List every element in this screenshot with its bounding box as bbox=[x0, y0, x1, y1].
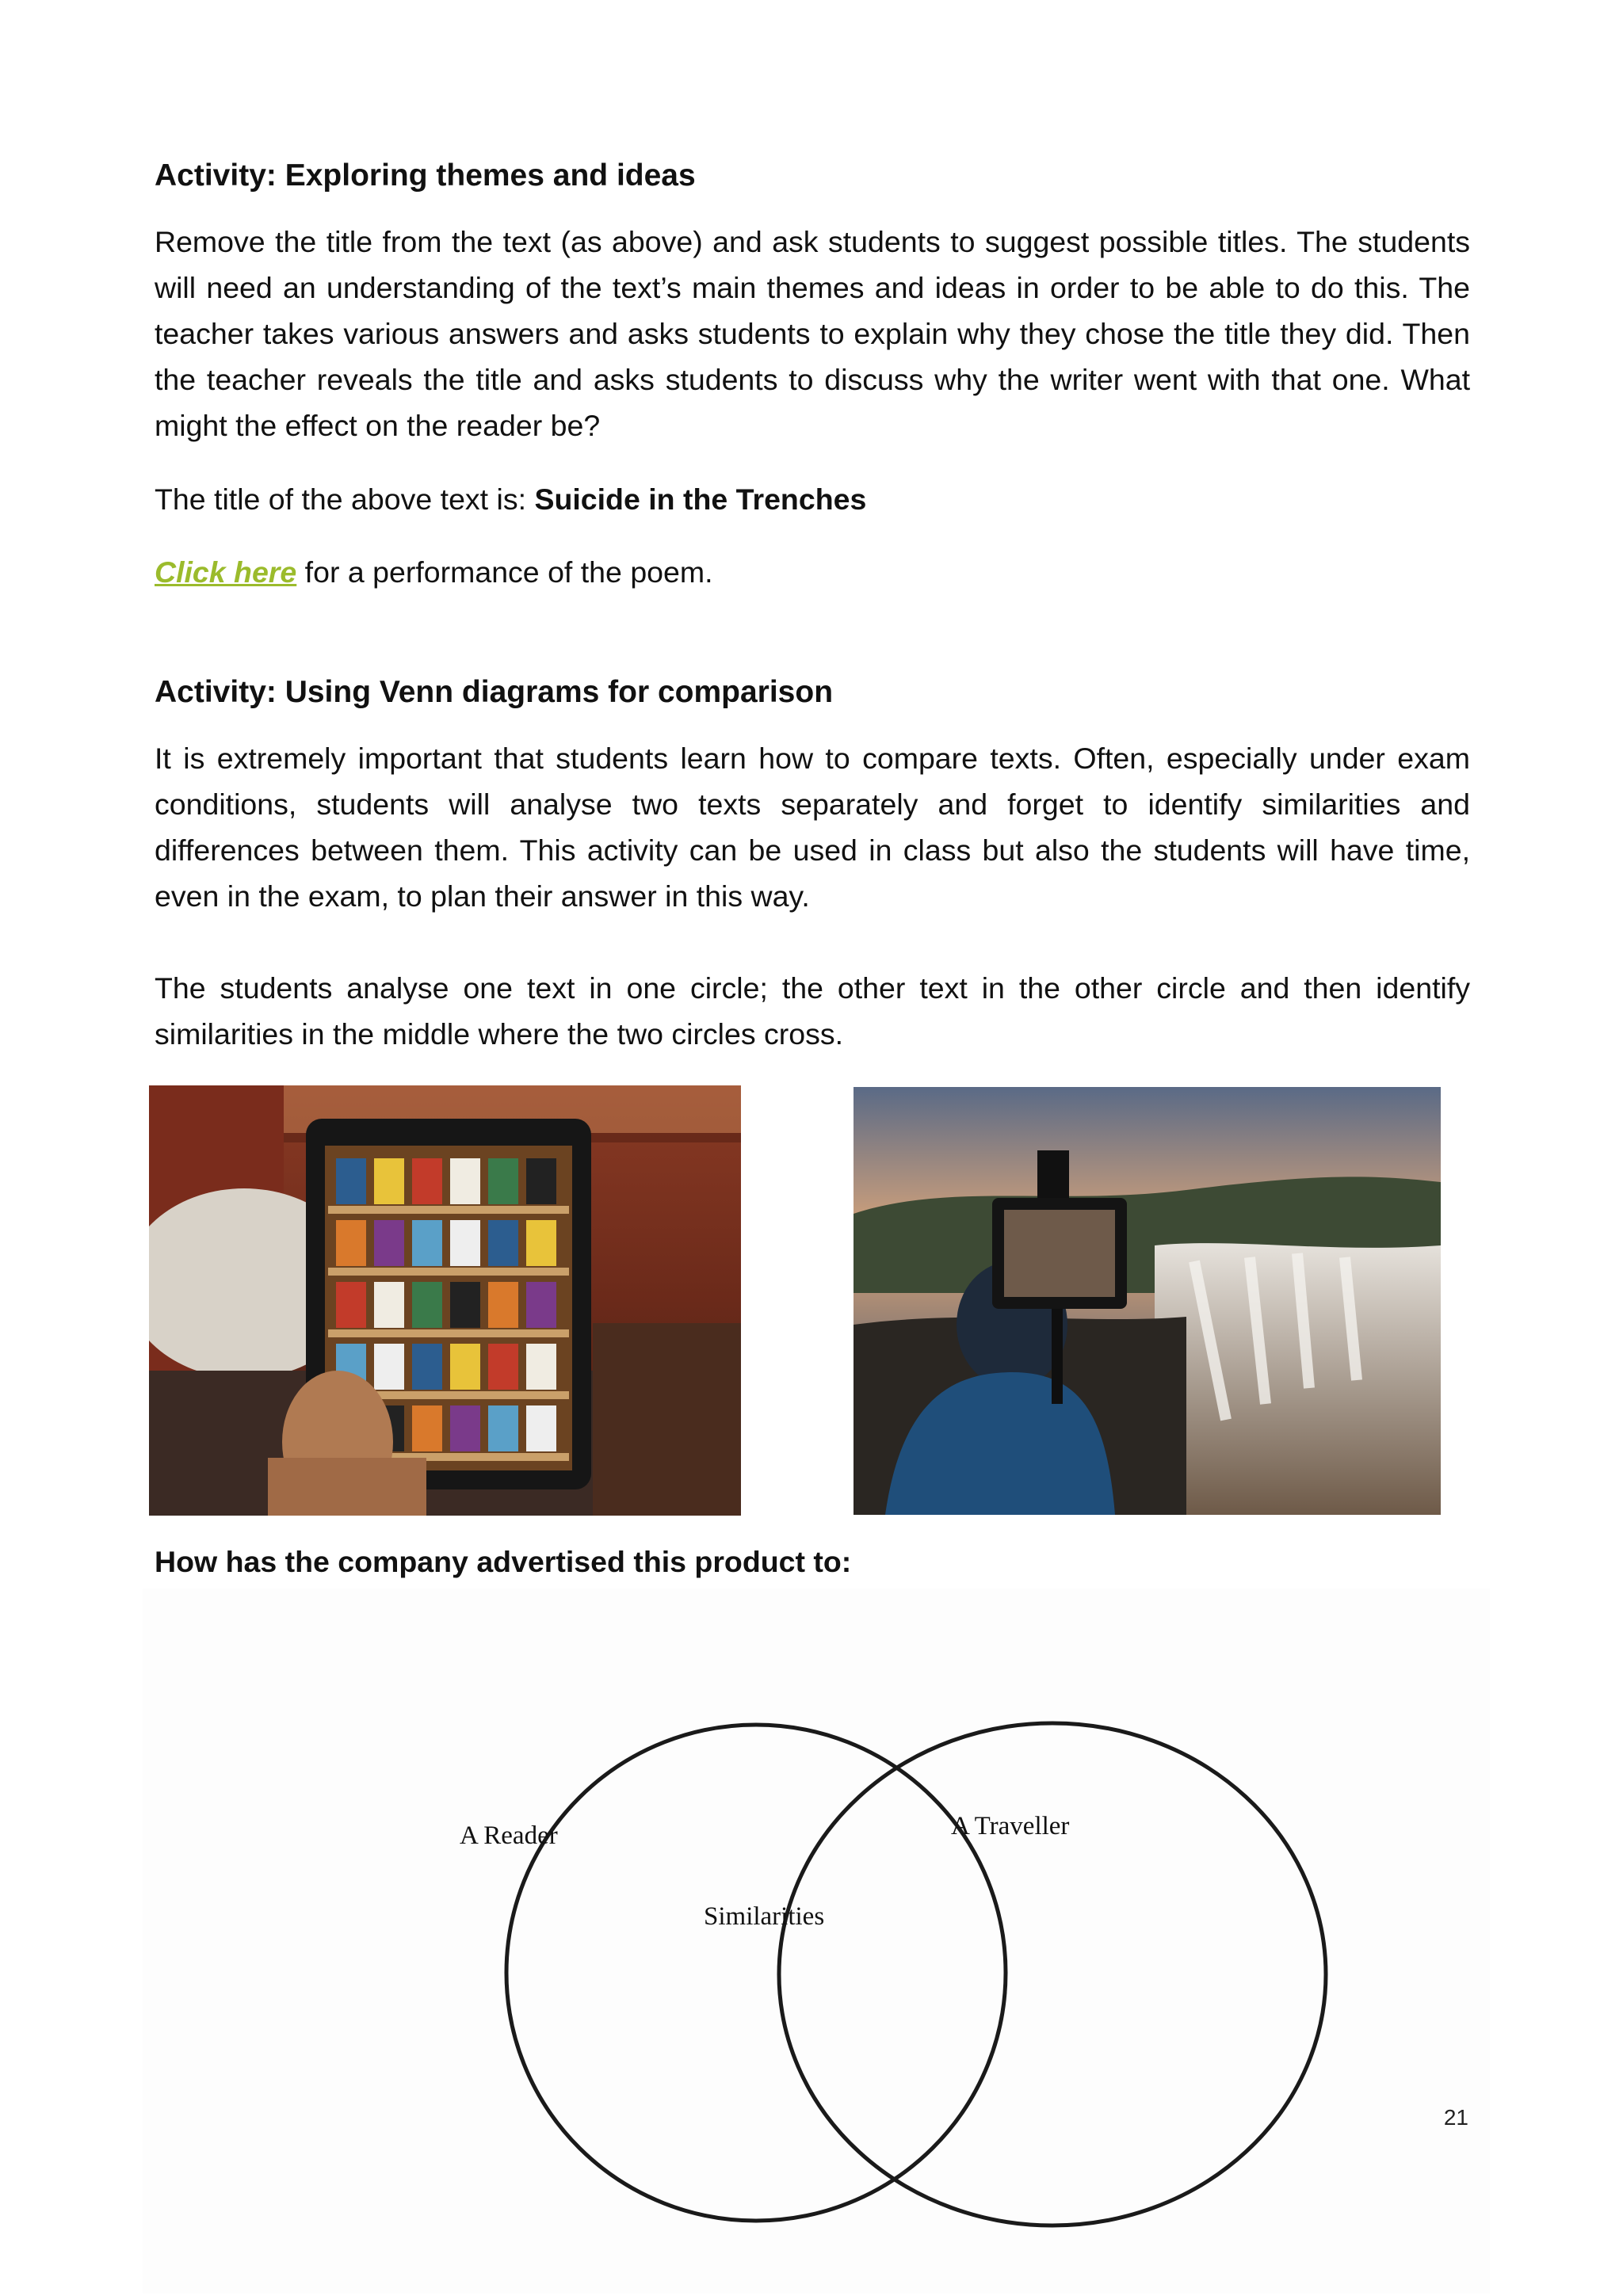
poem-title: Suicide in the Trenches bbox=[534, 482, 867, 516]
paragraph-themes: Remove the title from the text (as above) and ask students to suggest possible titles. The students will need an understanding of the text’s main themes and ideas in order to be able to do this. The teacher takes various answers and asks students to explain why they chose the title they did. Then the teacher reveals the title and asks students to discuss why the writer went with that one. What might the effect on the reader be? bbox=[155, 225, 1470, 442]
venn-label-reader: A Reader bbox=[460, 1821, 558, 1850]
page-number: 21 bbox=[1443, 2105, 1468, 2130]
heading-venn-diagrams: Activity: Using Venn diagrams for comparison bbox=[155, 675, 834, 709]
paragraph-compare-texts: It is extremely important that students learn how to compare texts. Often, especially under exam conditions, students will analyse two texts separately and forget to identify similarities and differences between them. This activity can be used in class but also the students will have time, even in the exam, to plan their answer in this way. bbox=[155, 742, 1470, 913]
title-prefix: The title of the above text is: bbox=[155, 482, 535, 516]
question-line bbox=[155, 1539, 1470, 1585]
camera-waterfall-photo bbox=[854, 1087, 1441, 1515]
tablet-bookshelf-photo bbox=[149, 1085, 741, 1516]
paragraph-venn-instructions: The students analyse one text in one circle; the other text in the other circle and then identify similarities in the middle where the two circles cross. bbox=[155, 971, 1470, 1051]
venn-circle-left bbox=[506, 1725, 1006, 2221]
venn-label-similarities: Similarities bbox=[704, 1902, 825, 1931]
venn-diagram bbox=[143, 1589, 1490, 2294]
click-here-link[interactable]: Click here bbox=[155, 555, 297, 589]
venn-circle-right bbox=[779, 1723, 1326, 2225]
link-suffix: for a performance of the poem. bbox=[296, 555, 713, 589]
venn-label-traveller: A Traveller bbox=[951, 1812, 1070, 1840]
venn-circles bbox=[143, 1589, 1490, 2294]
title-reveal-line bbox=[155, 476, 1470, 522]
heading-exploring-themes: Activity: Exploring themes and ideas bbox=[155, 158, 696, 193]
performance-link-line bbox=[155, 549, 1470, 595]
advertising-question: How has the company advertised this product to: bbox=[155, 1545, 852, 1578]
